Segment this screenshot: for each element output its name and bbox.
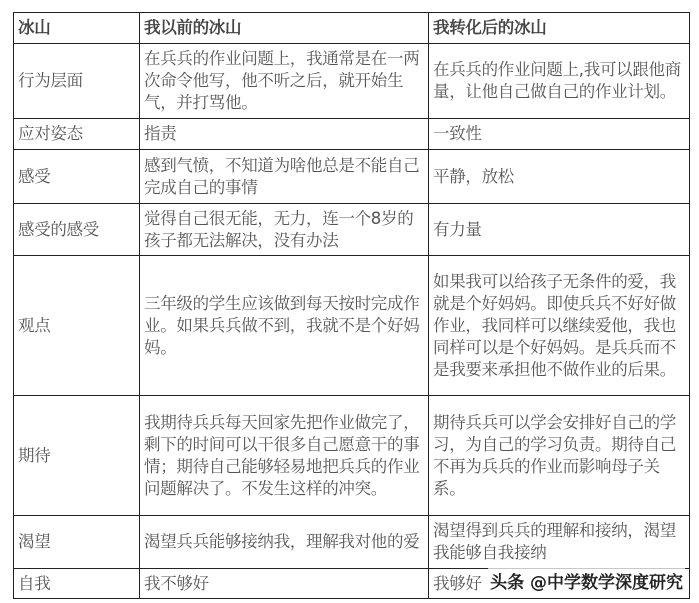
cell-before: 觉得自己很无能，无力，连一个8岁的孩子都无法解决，没有办法 [140,204,429,256]
cell-before: 渴望兵兵能够接纳我，理解我对他的爱 [140,516,429,569]
cell-before: 我不够好 [140,569,429,599]
cell-before: 三年级的学生应该做到每天按时完成作业。如果兵兵做不到，我就不是个好妈妈。 [140,256,429,396]
row-label: 期待 [14,396,140,516]
row-label: 自我 [14,569,140,599]
table-row [14,516,690,569]
cell-after: 平静，放松 [429,150,690,204]
cell-before: 我期待兵兵每天回家先把作业做完了，剩下的时间可以干很多自己愿意干的事情；期待自己能够轻易地把兵兵的作业问题解决了。不发生这样的冲突。 [140,396,429,516]
cell-after: 如果我可以给孩子无条件的爱，我就是个好妈妈。即使兵兵不好好做作业，我同样可以继续爱他，我也同样可以是个好妈妈。是兵兵而不是我要来承担他不做作业的后果。 [429,256,690,396]
row-label: 感受 [14,150,140,204]
row-label: 渴望 [14,516,140,569]
table-header-row [14,13,690,44]
table-row [14,119,690,150]
cell-after: 我够好 [429,569,690,599]
cell-after: 有力量 [429,204,690,256]
cell-after: 渴望得到兵兵的理解和接纳，渴望我能够自我接纳 [429,516,690,569]
cell-before: 感到气愤，不知道为啥他总是不能自己完成自己的事情 [140,150,429,204]
watermark: 头条 @中学数学深度研究 [488,568,685,593]
table-row [14,256,690,396]
header-before: 我以前的冰山 [140,13,429,44]
table-row [14,204,690,256]
header-after: 我转化后的冰山 [429,13,690,44]
cell-after: 期待兵兵可以学会安排好自己的学习，为自己的学习负责。期待自己不再为兵兵的作业而影响母子关系。 [429,396,690,516]
iceberg-comparison-table [13,12,690,599]
table-row [14,150,690,204]
header-iceberg: 冰山 [14,13,140,44]
row-label: 感受的感受 [14,204,140,256]
row-label: 观点 [14,256,140,396]
cell-before: 在兵兵的作业问题上，我通常是在一两次命令他写，他不听之后，就开始生气，并打骂他。 [140,44,429,119]
row-label: 行为层面 [14,44,140,119]
cell-before: 指责 [140,119,429,150]
table-row [14,44,690,119]
cell-after: 一致性 [429,119,690,150]
row-label: 应对姿态 [14,119,140,150]
table-row [14,396,690,516]
cell-after: 在兵兵的作业问题上,我可以跟他商量，让他自己做自己的作业计划。 [429,44,690,119]
